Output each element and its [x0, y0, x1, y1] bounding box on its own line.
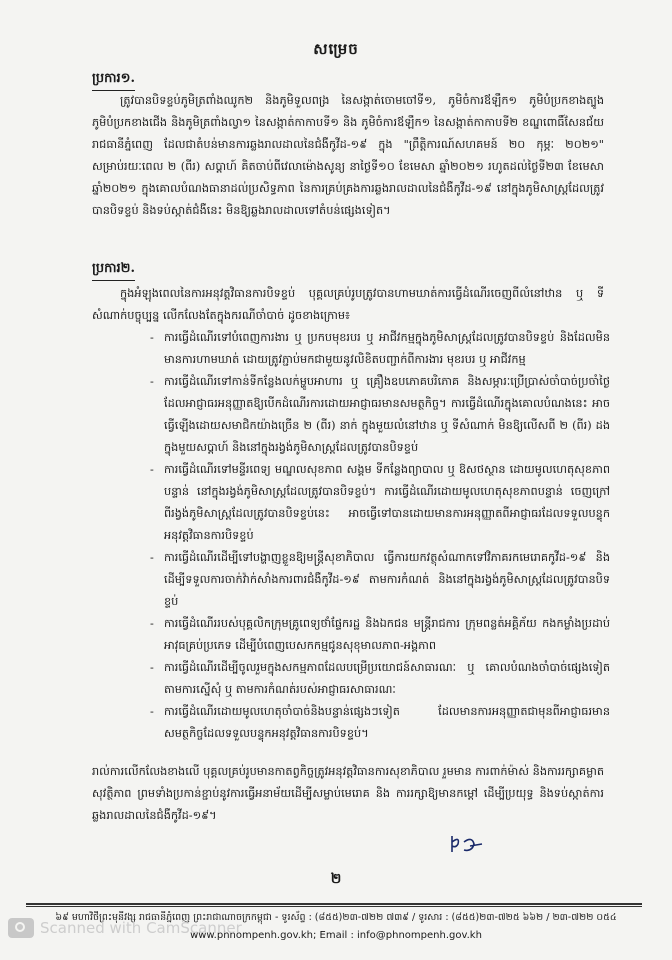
decision-title: សម្រេច — [313, 40, 359, 58]
exception-item — [150, 547, 610, 613]
handwritten-initials — [448, 832, 488, 856]
article-1-heading: ប្រការ១. — [92, 70, 135, 91]
article-2-intro: ក្នុងអំឡុងពេលនៃការអនុវត្តវិធានការបិទខ្ទប់ បុគ្គលគ្រប់រូបត្រូវបានហាមឃាត់ការធ្វើដំណើរចេញពីលំនៅឋាន ឬ ទីសំណាក់បច្ចុប្បន្ន លើកលែងតែក្នុងករណីចាំបាច់ ដូចខាងក្រោម៖ — [92, 287, 604, 322]
footer-divider-thin — [26, 906, 642, 907]
bullet-dash: - — [150, 375, 154, 388]
footer-divider — [26, 903, 642, 905]
bullet-dash: - — [150, 463, 154, 476]
bullet-dash: - — [150, 661, 154, 674]
page-number: ២ — [330, 871, 342, 887]
exception-item — [150, 327, 610, 371]
article-1-text: ត្រូវបានបិទខ្ទប់ភូមិត្រពាំងឈូក២ និងភូមិទួលពង្រ នៃសង្កាត់ចោមចៅទី១, ភូមិចំការឪឡឹក១ ភូមិបំប្រកខាងត្បូង ភូមិបំប្រកខាងជើង និងភូមិត្រពាំងល្វា១ នៃសង្កាត់កាកាបទី១ និង ភូមិចំការឪឡឹក១ នៃសង្កាត់កាកាបទី២ ខណ្ឌពោធិ៍សែនជ័យ រាជធានីភ្នំពេញ ដែលជាតំបន់មានការឆ្លងរាលដាលនៃជំងឺកូវីដ-១៩ ក្នុង "ព្រឹត្តិការណ៍សហគមន៍ ២០ កុម្ភៈ ២០២១" សម្រាប់រយៈពេល ២ (ពីរ) សប្តាហ៍ គិតចាប់ពីវេលាម៉ោងសូន្យ នាថ្ងៃទី១០ ខែមេសា ឆ្នាំ២០២១ រហូតដល់ថ្ងៃទី២៣ ខែមេសា ឆ្នាំ២០២១ ក្នុងគោលបំណងធានាដល់ប្រសិទ្ធភាព នៃការគ្រប់គ្រងការឆ្លងរាលដាលនៃជំងឺកូវីដ-១៩ នៅក្នុងភូមិសាស្ត្រដែលត្រូវបានបិទខ្ទប់ និងទប់ស្កាត់ជំងឺនេះ មិនឱ្យឆ្លងរាលដាលទៅតំបន់ផ្សេងទៀត។ — [92, 94, 604, 217]
exception-item-text: ការធ្វើដំណើរដើម្បីទៅបង្ហាញខ្លួនឱ្យមន្ត្រីសុខាភិបាល ធ្វើការយកវត្ថុសំណាកទៅវិភាគរកមេរោគកូវីដ-១៩ និងដើម្បីទទួលការចាក់វ៉ាក់សាំងការពារជំងឺកូវីដ-១៩ តាមការកំណត់ និងនៅក្នុងរង្វង់ភូមិសាស្ត្រដែលត្រូវបានបិទខ្ទប់ — [164, 551, 610, 608]
bullet-dash: - — [150, 331, 154, 344]
camscanner-icon — [8, 918, 34, 938]
exception-item — [150, 657, 610, 701]
exception-item — [150, 459, 610, 547]
exception-item-text: ការធ្វើដំណើររបស់បុគ្គលិកក្រុមគ្រូពេទ្យថាំផ្ទែករដ្ឋ និងឯកជន មន្ត្រីរាជការ ក្រុមពន្លត់អគ្គិភ័យ កងកម្លាំងប្រដាប់អាវុធគ្រប់ប្រភេទ ដើម្បីបំពេញបេសកកម្មជូនសុខុមាលភាព-អង្គភាព — [164, 617, 610, 652]
article-2-heading: ប្រការ២. — [92, 260, 135, 281]
footer-contact: www.phnompenh.gov.kh; Email : info@phnompenh.gov.kh — [190, 930, 482, 941]
exception-item — [150, 371, 610, 459]
footer-address: ៦៩ មហាវិថីព្រះមុនីវង្ស រាជធានីភ្នំពេញ ព្រះរាជាណាចក្រកម្ពុជា - ទូរស័ព្ទ : (៨៥៥)២៣-៧២២ ៧៣៩ / ទូរសារ : (៨៥៥)២៣-៧២៥ ៦៦២ / ២៣-៧២២ ០៥៤ — [55, 912, 617, 923]
exception-item-text: ការធ្វើដំណើរទៅមន្ទីរពេទ្យ មណ្ឌលសុខភាព សង្គម ទីកន្លែងព្យាបាល ឬ ឱសថស្ថាន ដោយមូលហេតុសុខភាពបន្ទាន់ នៅក្នុងរង្វង់ភូមិសាស្ត្រដែលត្រូវបានបិទខ្ទប់។ ការធ្វើដំណើរដោយមូលហេតុសុខភាពបន្ទាន់ ចេញក្រៅពីរង្វង់ភូមិសាស្ត្រដែលត្រូវបានបិទខ្ទប់នេះ អាចធ្វើទៅបានដោយមានការអនុញ្ញាតពីអាជ្ញាធរដែលទទួលបន្ទុកអនុវត្តវិធានការបិទខ្ទប់ — [164, 463, 610, 542]
bullet-dash: - — [150, 617, 154, 630]
bullet-dash: - — [150, 551, 154, 564]
exception-item-text: ការធ្វើដំណើរទៅកាន់ទីកន្លែងលក់ម្ហូបអាហារ ឬ គ្រឿងឧបភោគបរិភោគ និងសម្ភារៈប្រើប្រាស់ចាំបាច់ប្រចាំថ្ងៃ ដែលអាជ្ញាធរអនុញ្ញាតឱ្យបើកដំណើរការដោយអាជ្ញាធរមានសមត្ថកិច្ច។ ការធ្វើដំណើរក្នុងគោលបំណងនេះ អាចធ្វើឡើងដោយសមាជិកយ៉ាងច្រើន ២ (ពីរ) នាក់ ក្នុងមួយលំនៅឋាន ឬ ទីសំណាក់ មិនឱ្យលើសពី ២ (ពីរ) ដង ក្នុងមួយសប្តាហ៍ និងនៅក្នុងរង្វង់ភូមិសាស្ត្រដែលត្រូវបានបិទខ្ទប់ — [164, 375, 610, 454]
exception-item-text: ការធ្វើដំណើរទៅបំពេញការងារ ឬ ប្រកបមុខរបរ ឬ អាជីវកម្មក្នុងភូមិសាស្ត្រដែលត្រូវបានបិទខ្ទប់ និងដែលមិនមានការហាមឃាត់ ដោយត្រូវភ្ជាប់មកជាមួយនូវលិខិតបញ្ជាក់ពីការងារ មុខរបរ ឬ អាជីវកម្ម — [164, 331, 610, 366]
exception-item-text: ការធ្វើដំណើរដោយមូលហេតុចាំបាច់និងបន្ទាន់ផ្សេងៗទៀត ដែលមានការអនុញ្ញាតជាមុនពីអាជ្ញាធរមានសមត្ថកិច្ចដែលទទួលបន្ទុកអនុវត្តវិធានការបិទខ្ទប់។ — [164, 705, 610, 740]
bullet-dash: - — [150, 705, 154, 718]
camscanner-text: Scanned with CamScanner — [40, 919, 242, 937]
article-2-closing: រាល់ការលើកលែងខាងលើ បុគ្គលគ្រប់រូបមានកាតព្វកិច្ចត្រូវអនុវត្តវិធានការសុខាភិបាល រួមមាន ការពាក់ម៉ាស់ និងការរក្សាគម្លាតសុវត្ថិភាព ព្រមទាំងប្រកាន់ខ្ជាប់នូវការធ្វើអនាម័យដើម្បីសម្លាប់មេរោគ និង ការរក្សាឱ្យមានកម្ដៅ ដើម្បីប្រយុទ្ធ និងទប់ស្កាត់ការឆ្លងរាលដាលនៃជំងឺកូវីដ-១៩។ — [92, 765, 604, 822]
camscanner-watermark — [8, 918, 242, 938]
exception-item — [150, 613, 610, 657]
exception-item — [150, 701, 610, 745]
exception-item-text: ការធ្វើដំណើរដើម្បីចូលរួមក្នុងសកម្មភាពដែលបម្រើប្រយោជន៍សាធារណៈ ឬ គោលបំណងចាំបាច់ផ្សេងទៀត តាមការស្នើសុំ ឬ តាមការកំណត់របស់អាជ្ញាធរសាធារណៈ — [164, 661, 610, 696]
exception-list — [150, 327, 610, 745]
